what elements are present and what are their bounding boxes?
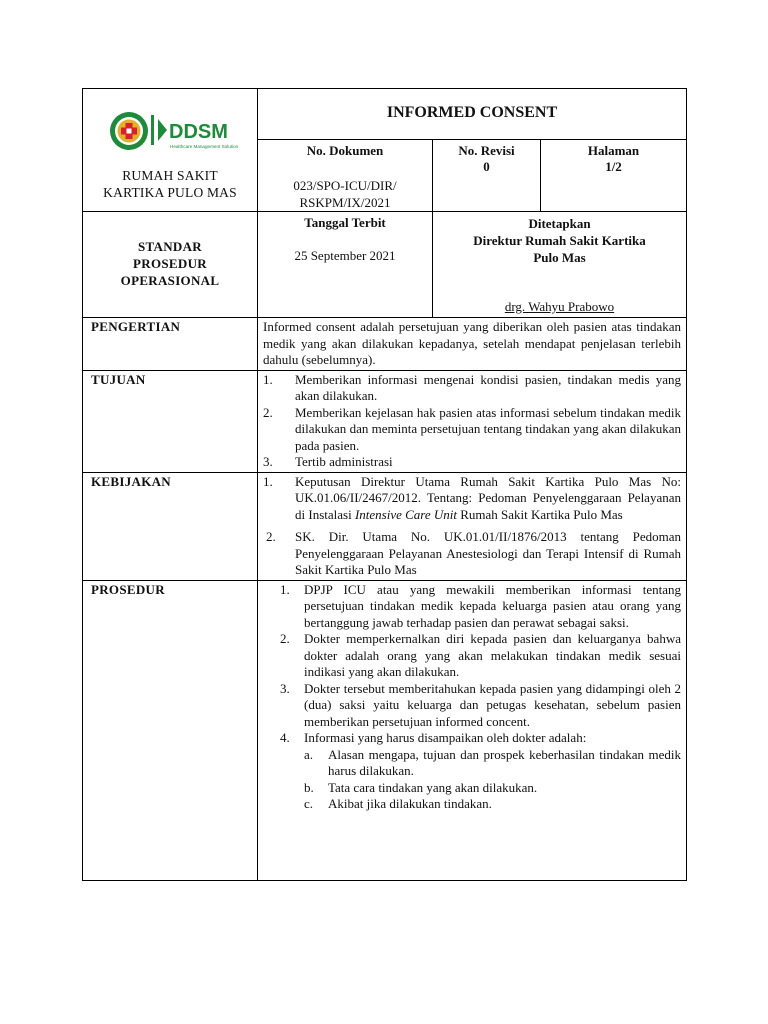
- list-item: 2. SK. Dir. Utama No. UK.01.01/II/1876/2013 tentang Pedoman Penyelenggaraan Pelayanan Anestesiologi dan Terapi Intensif di Rumah Sakit Kartika Pulo Mas: [266, 529, 681, 577]
- document-title: INFORMED CONSENT: [258, 89, 687, 140]
- ditetapkan-label: Ditetapkan Direktur Rumah Sakit Kartika Pulo Mas: [473, 216, 646, 265]
- no-revisi-label: No. Revisi: [458, 143, 515, 158]
- kebijakan-label: KEBIJAKAN: [83, 472, 258, 580]
- tanggal-terbit-cell: [258, 212, 433, 318]
- sop-label: STANDAR PROSEDUR OPERASIONAL: [120, 239, 220, 288]
- no-revisi-cell: [433, 140, 541, 212]
- prosedur-label: PROSEDUR: [83, 580, 258, 880]
- list-item: 1. Memberikan informasi mengenai kondisi pasien, tindakan medis yang akan dilakukan.: [263, 371, 681, 403]
- prosedur-sublist: [280, 747, 681, 813]
- signatory-name: drg. Wahyu Prabowo: [504, 299, 615, 314]
- ditetapkan-cell: [433, 212, 687, 318]
- sop-table: [82, 88, 687, 881]
- tujuan-list: [263, 372, 681, 471]
- hospital-name: RUMAH SAKIT KARTIKA PULO MAS: [103, 168, 237, 200]
- no-dokumen-cell: [258, 140, 433, 212]
- kebijakan-list: [263, 474, 681, 579]
- list-item: 4. Informasi yang harus disampaikan oleh dokter adalah:: [280, 730, 587, 745]
- sop-document: [82, 88, 686, 881]
- tanggal-terbit-label: Tanggal Terbit: [304, 215, 386, 230]
- list-item: 3. Tertib administrasi: [263, 454, 393, 469]
- svg-text:Healthcare Management Solution: Healthcare Management Solution: [170, 144, 239, 149]
- list-item: 1. DPJP ICU atau yang mewakili memberikan informasi tentang persetujuan tindakan medik kepada keluarga pasien atau orang yang bertanggung jawab terhadap pasien dan perawat sebagai saksi.: [280, 581, 681, 630]
- kebijakan-content: [258, 472, 687, 580]
- halaman-label: Halaman: [587, 143, 640, 158]
- halaman-value: 1/2: [605, 159, 622, 174]
- list-item: c. Akibat jika dilakukan tindakan.: [304, 796, 492, 811]
- svg-text:DDSM: DDSM: [169, 121, 228, 143]
- pengertian-content: [258, 318, 687, 371]
- list-item: 2. Memberikan kejelasan hak pasien atas informasi sebelum tindakan medik dilakukan dan meminta persetujuan tentang tindakan yang akan dilakukan pada pasien.: [263, 404, 681, 453]
- hospital-header-cell: [83, 89, 258, 212]
- pengertian-label: PENGERTIAN: [83, 318, 258, 371]
- no-dokumen-label: No. Dokumen: [306, 143, 384, 158]
- tujuan-label: TUJUAN: [83, 370, 258, 472]
- list-item: 3. Dokter tersebut memberitahukan kepada pasien yang didampingi oleh 2 (dua) saksi yaitu keluarga dan petugas kesehatan, sebelum pasien memberikan persetujuan informed concent.: [280, 680, 681, 729]
- no-revisi-value: 0: [483, 159, 490, 174]
- tanggal-terbit-value: 25 September 2021: [294, 248, 396, 263]
- list-item: a. Alasan mengapa, tujuan dan prospek keberhasilan tindakan medik harus dilakukan.: [304, 746, 681, 778]
- pengertian-text: Informed consent adalah persetujuan yang diberikan oleh pasien atas tindakan medik yang akan dilakukan kepadanya, setelah mendapat penjelasan terlebih dahulu (sebelumnya).: [263, 319, 681, 367]
- list-item: b. Tata cara tindakan yang akan dilakukan.: [304, 779, 538, 795]
- halaman-cell: [541, 140, 687, 212]
- tujuan-content: [258, 370, 687, 472]
- no-dokumen-value: 023/SPO-ICU/DIR/ RSKPM/IX/2021: [293, 178, 397, 210]
- prosedur-list: [280, 582, 681, 747]
- sop-label-cell: [83, 212, 258, 318]
- prosedur-content: [258, 580, 687, 880]
- list-item: 2. Dokter memperkernalkan diri kepada pasien dan keluarganya bahwa dokter adalah orang yang akan melakukan tindakan medik sesuai indikasi yang akan dilakukan.: [280, 631, 681, 679]
- hospital-logo: [109, 105, 239, 157]
- list-item: 1. Keputusan Direktur Utama Rumah Sakit Kartika Pulo Mas No: UK.01.06/II/2467/2012. Tentang: Pedoman Penyelenggaraan Pelayanan di Instalasi Intensive Care Unit Rumah Sakit Kartika Pulo Mas: [263, 473, 681, 522]
